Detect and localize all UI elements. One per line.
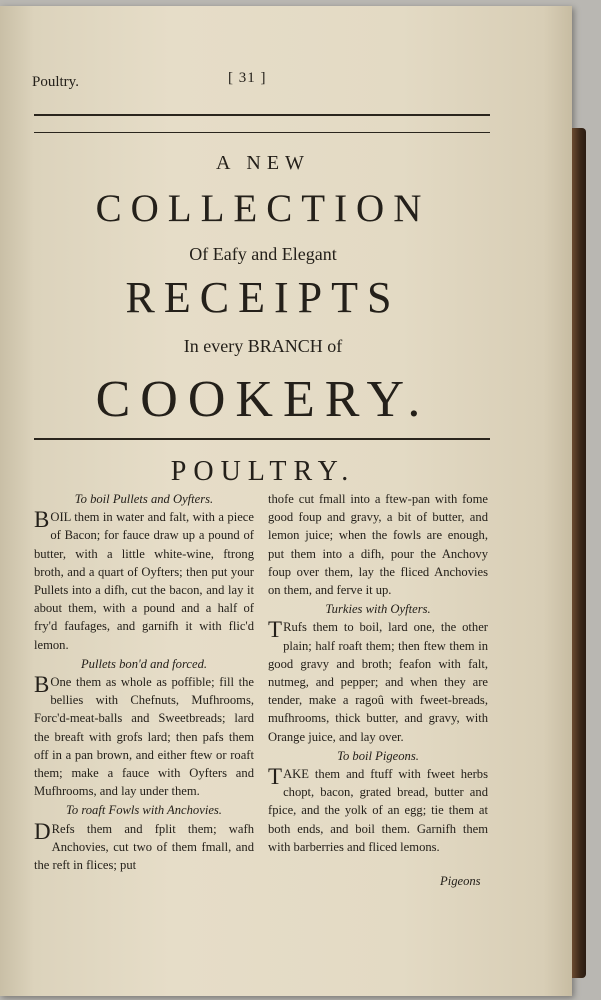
recipe-text: DRefs them and fplit them; wafh Anchovies, cut two of them fmall, and the reft in flices; put (34, 818, 254, 873)
title-line-1: A NEW (216, 152, 310, 174)
header-rule-thick (34, 114, 490, 116)
recipe-text: TRufs them to boil, lard one, the other plain; half roaft them; then ftew them in good gravy and broth; feafon with falt, nutmeg, and pepper; and when they are tender, make a ragoû with fweet-breads, mufhrooms, thick butter, and gravy, with Orange juice, and lay over. (268, 617, 488, 744)
recipe-text-continued: thofe cut fmall into a ftew-pan with fome good foup and gravy, a bit of butter, and lemon juice; when the fowls are enough, put them into a difh, pour the Anchovy foup over them, lay the fliced Anchovies on them, and ferve it up. (268, 492, 488, 598)
recipe-heading: Turkies with Oyfters. (325, 602, 431, 617)
recipe-heading: Pullets bon'd and forced. (80, 656, 208, 671)
recipe-heading: To boil Pullets and Oyfters. (74, 492, 214, 506)
title-line-2: COLLECTION (95, 187, 431, 230)
catchword: Pigeons (440, 874, 481, 888)
title-line-5: In every BRANCH of (183, 336, 343, 356)
book-spine (572, 128, 586, 978)
book-page (0, 6, 572, 996)
recipe-heading: To roaft Fowls with Anchovies. (66, 803, 222, 818)
recipe-text: BOIL them in water and falt, with a piece of Bacon; for fauce draw up a pound of butter, with a little white-wine, ftrong broth, and a quart of Oyfters; then put your Pullets into a difh, cut the bacon, and lay it about them, with a pound and a half of fry'd faufages, and garnifh it with flic'd lemon. (34, 507, 254, 652)
recipe-text: BOne them as whole as poffible; fill the bellies with Chefnuts, Mufhrooms, Forc'd-meat-balls and Sweetbreads; lard the breaft with grofs lard; then pafs them off in a pan brown, and either ftew or roaft them; make a fauce with Oyfters and Mufhrooms, and lay under them. (34, 672, 254, 799)
page-number: [ 31 ] (228, 70, 267, 86)
text-column-left (34, 490, 254, 875)
recipe-text: TAKE them and ftuff with fweet herbs chopt, bacon, grated bread, butter and fpice, and the yolk of an egg; tie them at both ends, and boil them. Garnifh them with barberries and fliced lemons. (268, 764, 488, 854)
title-line-3: Of Eafy and Elegant (189, 244, 337, 264)
title-rule (34, 438, 490, 440)
title-line-4: RECEIPTS (125, 273, 401, 322)
header-rule-thin (34, 132, 490, 133)
running-title: Poultry. (32, 74, 79, 90)
section-title: POULTRY. (170, 456, 356, 487)
recipe-heading: To boil Pigeons. (337, 748, 419, 763)
title-line-6: COOKERY. (95, 371, 431, 428)
text-column-right (268, 490, 488, 857)
